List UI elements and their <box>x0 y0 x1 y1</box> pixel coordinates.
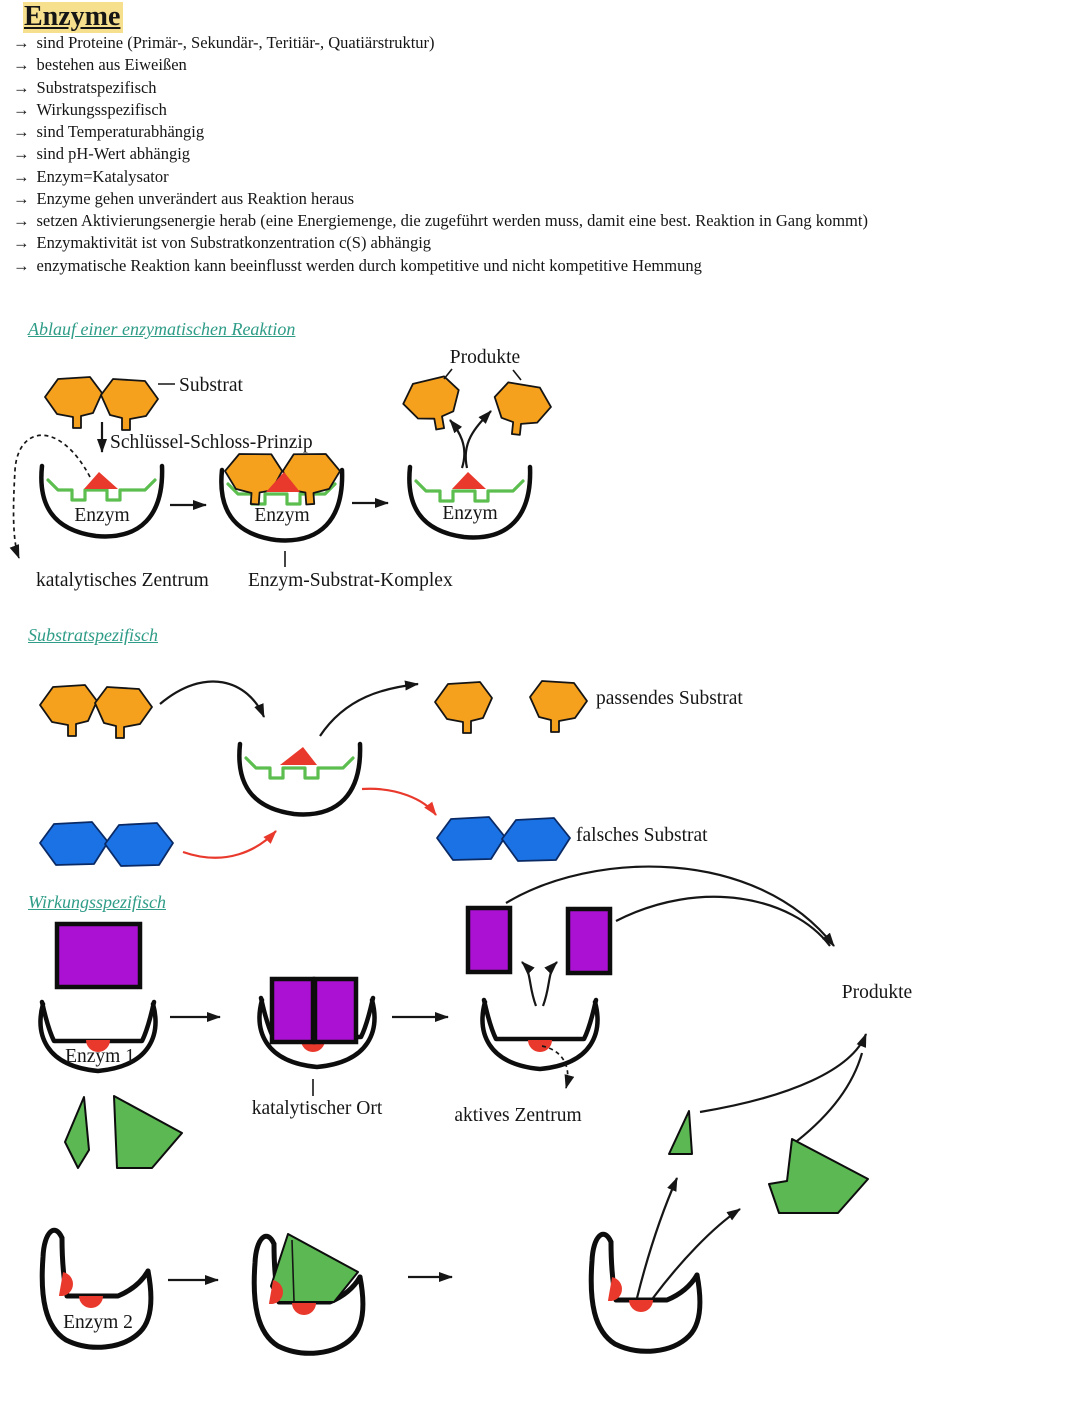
green-product-large <box>769 1139 868 1213</box>
curve-to-produkte-outer <box>506 867 834 946</box>
fitting-substrate-hexagon <box>40 685 97 736</box>
product-half-rect <box>468 908 510 972</box>
curve-green-to-produkte <box>700 1034 866 1112</box>
fitting-substrate-hexagon <box>95 687 152 738</box>
label-falsches-substrat: falsches Substrat <box>576 825 708 846</box>
arrow-glyph: → <box>13 33 30 52</box>
arrow-glyph: → <box>13 211 30 230</box>
arrow-substrate-in <box>160 681 264 717</box>
label-enzym-1: Enzym <box>74 505 130 526</box>
arrow-glyph: → <box>13 122 30 141</box>
active-site-triangle <box>280 747 317 765</box>
curve-to-produkte-inner <box>616 897 830 946</box>
substrate-hexagon <box>282 451 342 506</box>
label-katalytischer-ort: katalytischer Ort <box>251 1098 383 1119</box>
enzyme2-with-substrate <box>254 1234 363 1353</box>
label-substrat: Substrat <box>179 375 243 396</box>
arrow-split-right <box>543 962 557 1006</box>
arrow-glyph: → <box>13 188 30 208</box>
enzyme-substrate-complex <box>221 451 342 540</box>
red-arrow-wrong-in <box>183 831 276 858</box>
label-produkte: Produkte <box>449 347 521 368</box>
green-fragment-large <box>114 1096 182 1168</box>
enzyme-bowl <box>239 744 360 814</box>
arrow-glyph: → <box>13 233 30 253</box>
label-enzym-2: Enzym <box>254 505 310 526</box>
arrow-product-left <box>450 420 464 468</box>
bullet-text: Enzyme gehen unverändert aus Reaktion heraus <box>36 188 355 208</box>
arrow-substrate-out <box>320 684 418 736</box>
enzyme2-releasing <box>591 1234 700 1351</box>
label-schluessel-schloss: Schlüssel-Schloss-Prinzip <box>110 432 313 453</box>
active-center-dot <box>79 1296 103 1308</box>
bullet-text: Wirkungsspezifisch <box>36 99 167 119</box>
substrate-square <box>57 924 140 987</box>
label-enzym-1: Enzym 1 <box>65 1046 135 1067</box>
page-title: Enzyme <box>23 2 123 33</box>
label-enzym-substrat-komplex: Enzym-Substrat-Komplex <box>248 570 453 591</box>
arrow-glyph: → <box>13 255 30 275</box>
fitting-substrate-hexagon <box>435 682 492 733</box>
active-center-dot <box>292 1303 316 1315</box>
bullet-text: sind Proteine (Primär-, Sekundär-, Teritiär-, Quatiärstruktur) <box>36 33 435 52</box>
fitting-substrate-hexagon <box>530 681 587 732</box>
arrow-glyph: → <box>13 77 30 97</box>
bullet-text: Enzym=Katalysator <box>36 166 169 186</box>
arrow-glyph: → <box>13 55 30 75</box>
wrong-substrate-hexagon <box>437 817 505 860</box>
bullet-text: enzymatische Reaktion kann beeinflusst werden durch kompetitive und nicht kompetitive Hemmung <box>36 255 702 275</box>
diagram-substratspezifisch <box>40 681 743 866</box>
arrow-glyph: → <box>13 99 30 119</box>
active-site-triangle <box>452 472 486 489</box>
product-half-rect <box>568 909 610 973</box>
label-katalytisches-zentrum: katalytisches Zentrum <box>36 570 209 591</box>
diagram-wirkungsspezifisch <box>41 867 913 1354</box>
green-product-small <box>669 1111 692 1154</box>
active-center-dot <box>629 1300 653 1312</box>
dashed-arrow-catalytic-center <box>14 435 90 558</box>
wrong-substrate-hexagon <box>502 818 570 861</box>
section-heading-ablauf: Ablauf einer enzymatischen Reaktion <box>28 319 296 339</box>
substrate-half-rect <box>272 979 313 1042</box>
label-pointer-line <box>444 369 452 379</box>
product-hexagon <box>491 381 553 438</box>
arrow-glyph: → <box>13 166 30 186</box>
label-enzym-3: Enzym <box>442 503 498 524</box>
green-fragment-small <box>65 1097 89 1168</box>
enzyme1-with-substrate <box>260 979 375 1067</box>
active-center-dot <box>528 1040 552 1052</box>
wrong-substrate-hexagon <box>40 822 108 865</box>
arrow-glyph: → <box>13 144 30 164</box>
section-heading-wirkungsspezifisch: Wirkungsspezifisch <box>28 892 166 912</box>
bullet-text: setzen Aktivierungsenergie herab (eine Energiemenge, die zugeführt werden muss, damit eine best. Reaktion in Gang kommt) <box>36 211 868 230</box>
label-passendes-substrat: passendes Substrat <box>596 688 743 709</box>
label-produkte: Produkte <box>841 982 913 1003</box>
arrow-split-left <box>522 962 536 1006</box>
bullet-text: Enzymaktivität ist von Substratkonzentration c(S) abhängig <box>36 233 432 253</box>
enzyme1-releasing <box>468 908 610 1069</box>
arrow-product-right <box>466 411 491 468</box>
bullet-text: sind Temperaturabhängig <box>36 122 205 141</box>
arrow-release-up <box>637 1178 677 1298</box>
bullet-text: Substratspezifisch <box>36 77 157 97</box>
wrong-substrate-hexagon <box>105 823 173 866</box>
section-heading-substratspezifisch: Substratspezifisch <box>28 625 159 645</box>
substrate-hexagon <box>101 379 158 430</box>
bullet-text: sind pH-Wert abhängig <box>36 144 191 164</box>
label-aktives-zentrum: aktives Zentrum <box>454 1105 582 1126</box>
substrate-hexagon <box>223 451 283 506</box>
curve-green-to-produkte-2 <box>797 1053 862 1141</box>
label-pointer-line <box>513 370 521 380</box>
red-arrow-wrong-out <box>362 789 436 815</box>
label-enzym-2: Enzym 2 <box>63 1312 133 1333</box>
bullet-text: bestehen aus Eiweißen <box>36 55 187 75</box>
substrate-half-rect <box>315 979 356 1042</box>
diagram-ablauf <box>14 347 554 591</box>
substrate-hexagon <box>45 377 102 428</box>
